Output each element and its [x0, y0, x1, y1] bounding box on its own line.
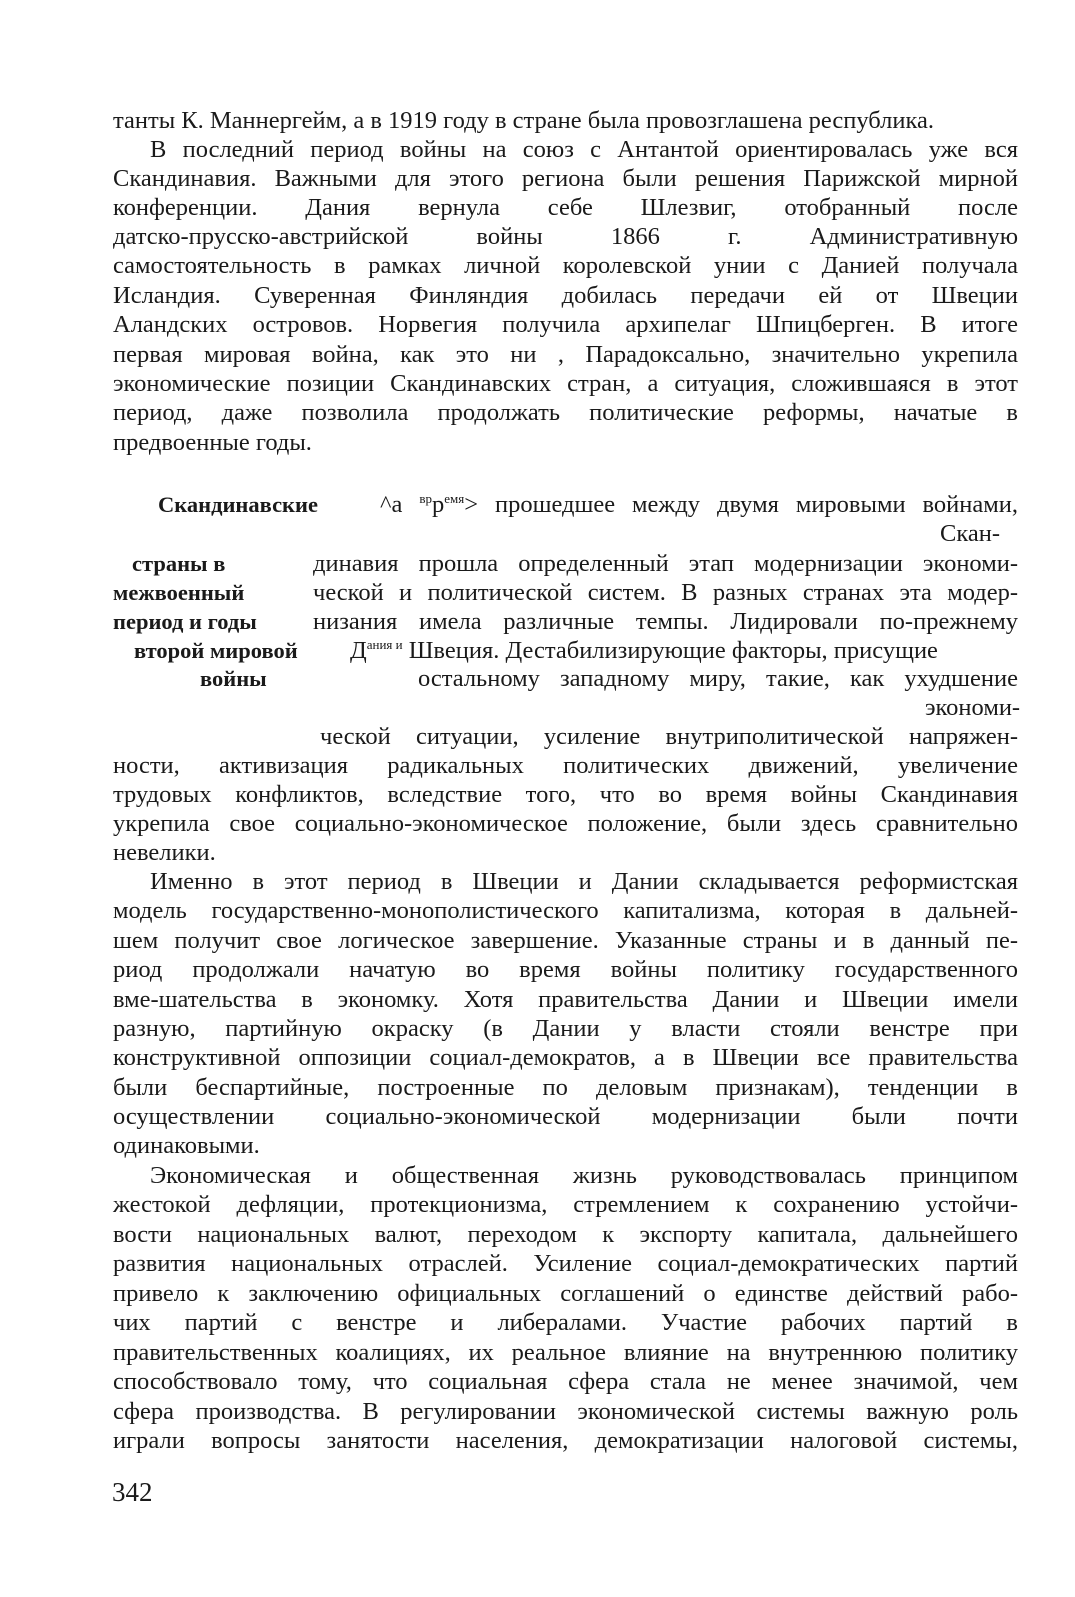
section-heading-line: страны в — [132, 551, 226, 576]
text-fragment: р — [431, 491, 445, 518]
text-line: Аландских островов. Норвегия получила архипелаг Шпицберген. В итоге — [113, 311, 1018, 338]
section-heading-line: период и годы — [113, 609, 257, 634]
text-line: развития национальных отраслей. Усиление социал-демократических партий — [113, 1250, 1018, 1277]
text-line: динавия прошла определенный этап модернизации экономи- — [313, 550, 1018, 577]
text-line: первая мировая война, как это ни , Парадоксально, значительно укрепила — [113, 341, 1018, 368]
text-line: танты К. Маннергейм, а в 1919 году в стране была провозглашена республика. — [113, 107, 935, 134]
text-line: укрепила свое социально-экономическое положение, были здесь сравнительно — [113, 810, 1018, 837]
text-line: Скан- — [940, 520, 1001, 547]
text-line: вости национальных валют, переходом к экспорту капитала, дальнейшего — [113, 1221, 1018, 1248]
section-heading-line: межвоенный — [113, 580, 245, 605]
text-line: были беспартийные, построенные по деловым признакам), тенденции в — [113, 1074, 1018, 1101]
text-line: играли вопросы занятости населения, демократизации налоговой системы, — [113, 1427, 1018, 1454]
text-fragment: ^а — [380, 491, 420, 518]
text-line: шем получит свое логическое завершение. Указанные страны и в данный пе- — [113, 927, 1018, 954]
text-line: правительственных коалициях, их реальное влияние на внутреннюю политику — [113, 1339, 1018, 1366]
text-line: Исландия. Суверенная Финляндия добилась передачи ей от Швеции — [113, 282, 1018, 309]
text-line: В последний период войны на союз с Антантой ориентировалась уже вся — [150, 136, 1018, 163]
text-line: экономические позиции Скандинавских стран, а ситуация, сложившаяся в этот — [113, 370, 1018, 397]
section-heading-line: Скандинавские — [158, 492, 318, 517]
text-line: риод продолжали начатую во время войны политику государственного — [113, 956, 1018, 983]
text-line: конструктивной оппозиции социал-демократов, а в Швеции все правительства — [113, 1044, 1018, 1071]
text-line: низания имела различные темпы. Лидировали по-прежнему — [313, 608, 1018, 635]
text-line: датско-прусско-австрийской войны 1866 г. Административную — [113, 223, 1018, 250]
text-line — [350, 636, 1018, 665]
text-line: Именно в этот период в Швеции и Дании складывается реформистская — [150, 868, 1018, 895]
text-line: Экономическая и общественная жизнь руководствовалась принципом — [150, 1162, 1018, 1189]
text-line: самостоятельность в рамках личной королевской унии с Данией получала — [113, 252, 1018, 279]
text-fragment: Швеция. Дестабилизирующие факторы, присущие — [402, 637, 938, 664]
text-line: Скандинавия. Важными для этого региона были решения Парижской мирной — [113, 165, 1018, 192]
superscript-fragment: емя — [444, 491, 465, 506]
section-heading-line: войны — [200, 666, 267, 691]
text-line: невелики. — [113, 839, 216, 866]
text-line: экономи- — [925, 694, 1021, 721]
text-line: чих партий с венстре и либералами. Участие рабочих партий в — [113, 1309, 1018, 1336]
text-line: способствовало тому, что социальная сфера стала не менее значимой, чем — [113, 1368, 1018, 1395]
text-line — [380, 490, 1018, 519]
text-line: жестокой дефляции, протекционизма, стремлением к сохранению устойчи- — [113, 1191, 1018, 1218]
page-number: 342 — [112, 1477, 153, 1507]
text-line: привело к заключению официальных соглашений о единстве действий рабо- — [113, 1280, 1018, 1307]
text-line: период, даже позволила продолжать политические реформы, начатые в — [113, 399, 1018, 426]
section-heading-line: второй мировой — [134, 638, 298, 663]
text-line: ческой ситуации, усиление внутриполитической напряжен- — [320, 723, 1018, 750]
text-line: конференции. Дания вернула себе Шлезвиг, отобранный после — [113, 194, 1018, 221]
text-fragment: > прошедшее между двумя мировыми войнами, — [464, 491, 1019, 518]
text-line: ности, активизация радикальных политических движений, увеличение — [113, 752, 1018, 779]
superscript-fragment: ания и — [366, 637, 403, 652]
text-fragment: Д — [350, 637, 367, 664]
text-line: ческой и политической систем. В разных странах эта модер- — [313, 579, 1018, 606]
text-line: модель государственно-монополистического капитализма, которая в дальней- — [113, 897, 1018, 924]
text-line: сфера производства. В регулировании экономической системы важную роль — [113, 1398, 1018, 1425]
text-line: трудовых конфликтов, вследствие того, что во время войны Скандинавия — [113, 781, 1018, 808]
text-line: вме-шательства в экономку. Хотя правительства Дании и Швеции имели — [113, 986, 1018, 1013]
text-line: предвоенные годы. — [113, 429, 312, 456]
text-line: осуществлении социально-экономической модернизации были почти — [113, 1103, 1018, 1130]
text-line: остальному западному миру, такие, как ухудшение — [418, 665, 1018, 692]
text-line: одинаковыми. — [113, 1132, 260, 1159]
text-line: разную, партийную окраску (в Дании у власти стояли венстре при — [113, 1015, 1018, 1042]
superscript-fragment: вр — [419, 491, 432, 506]
